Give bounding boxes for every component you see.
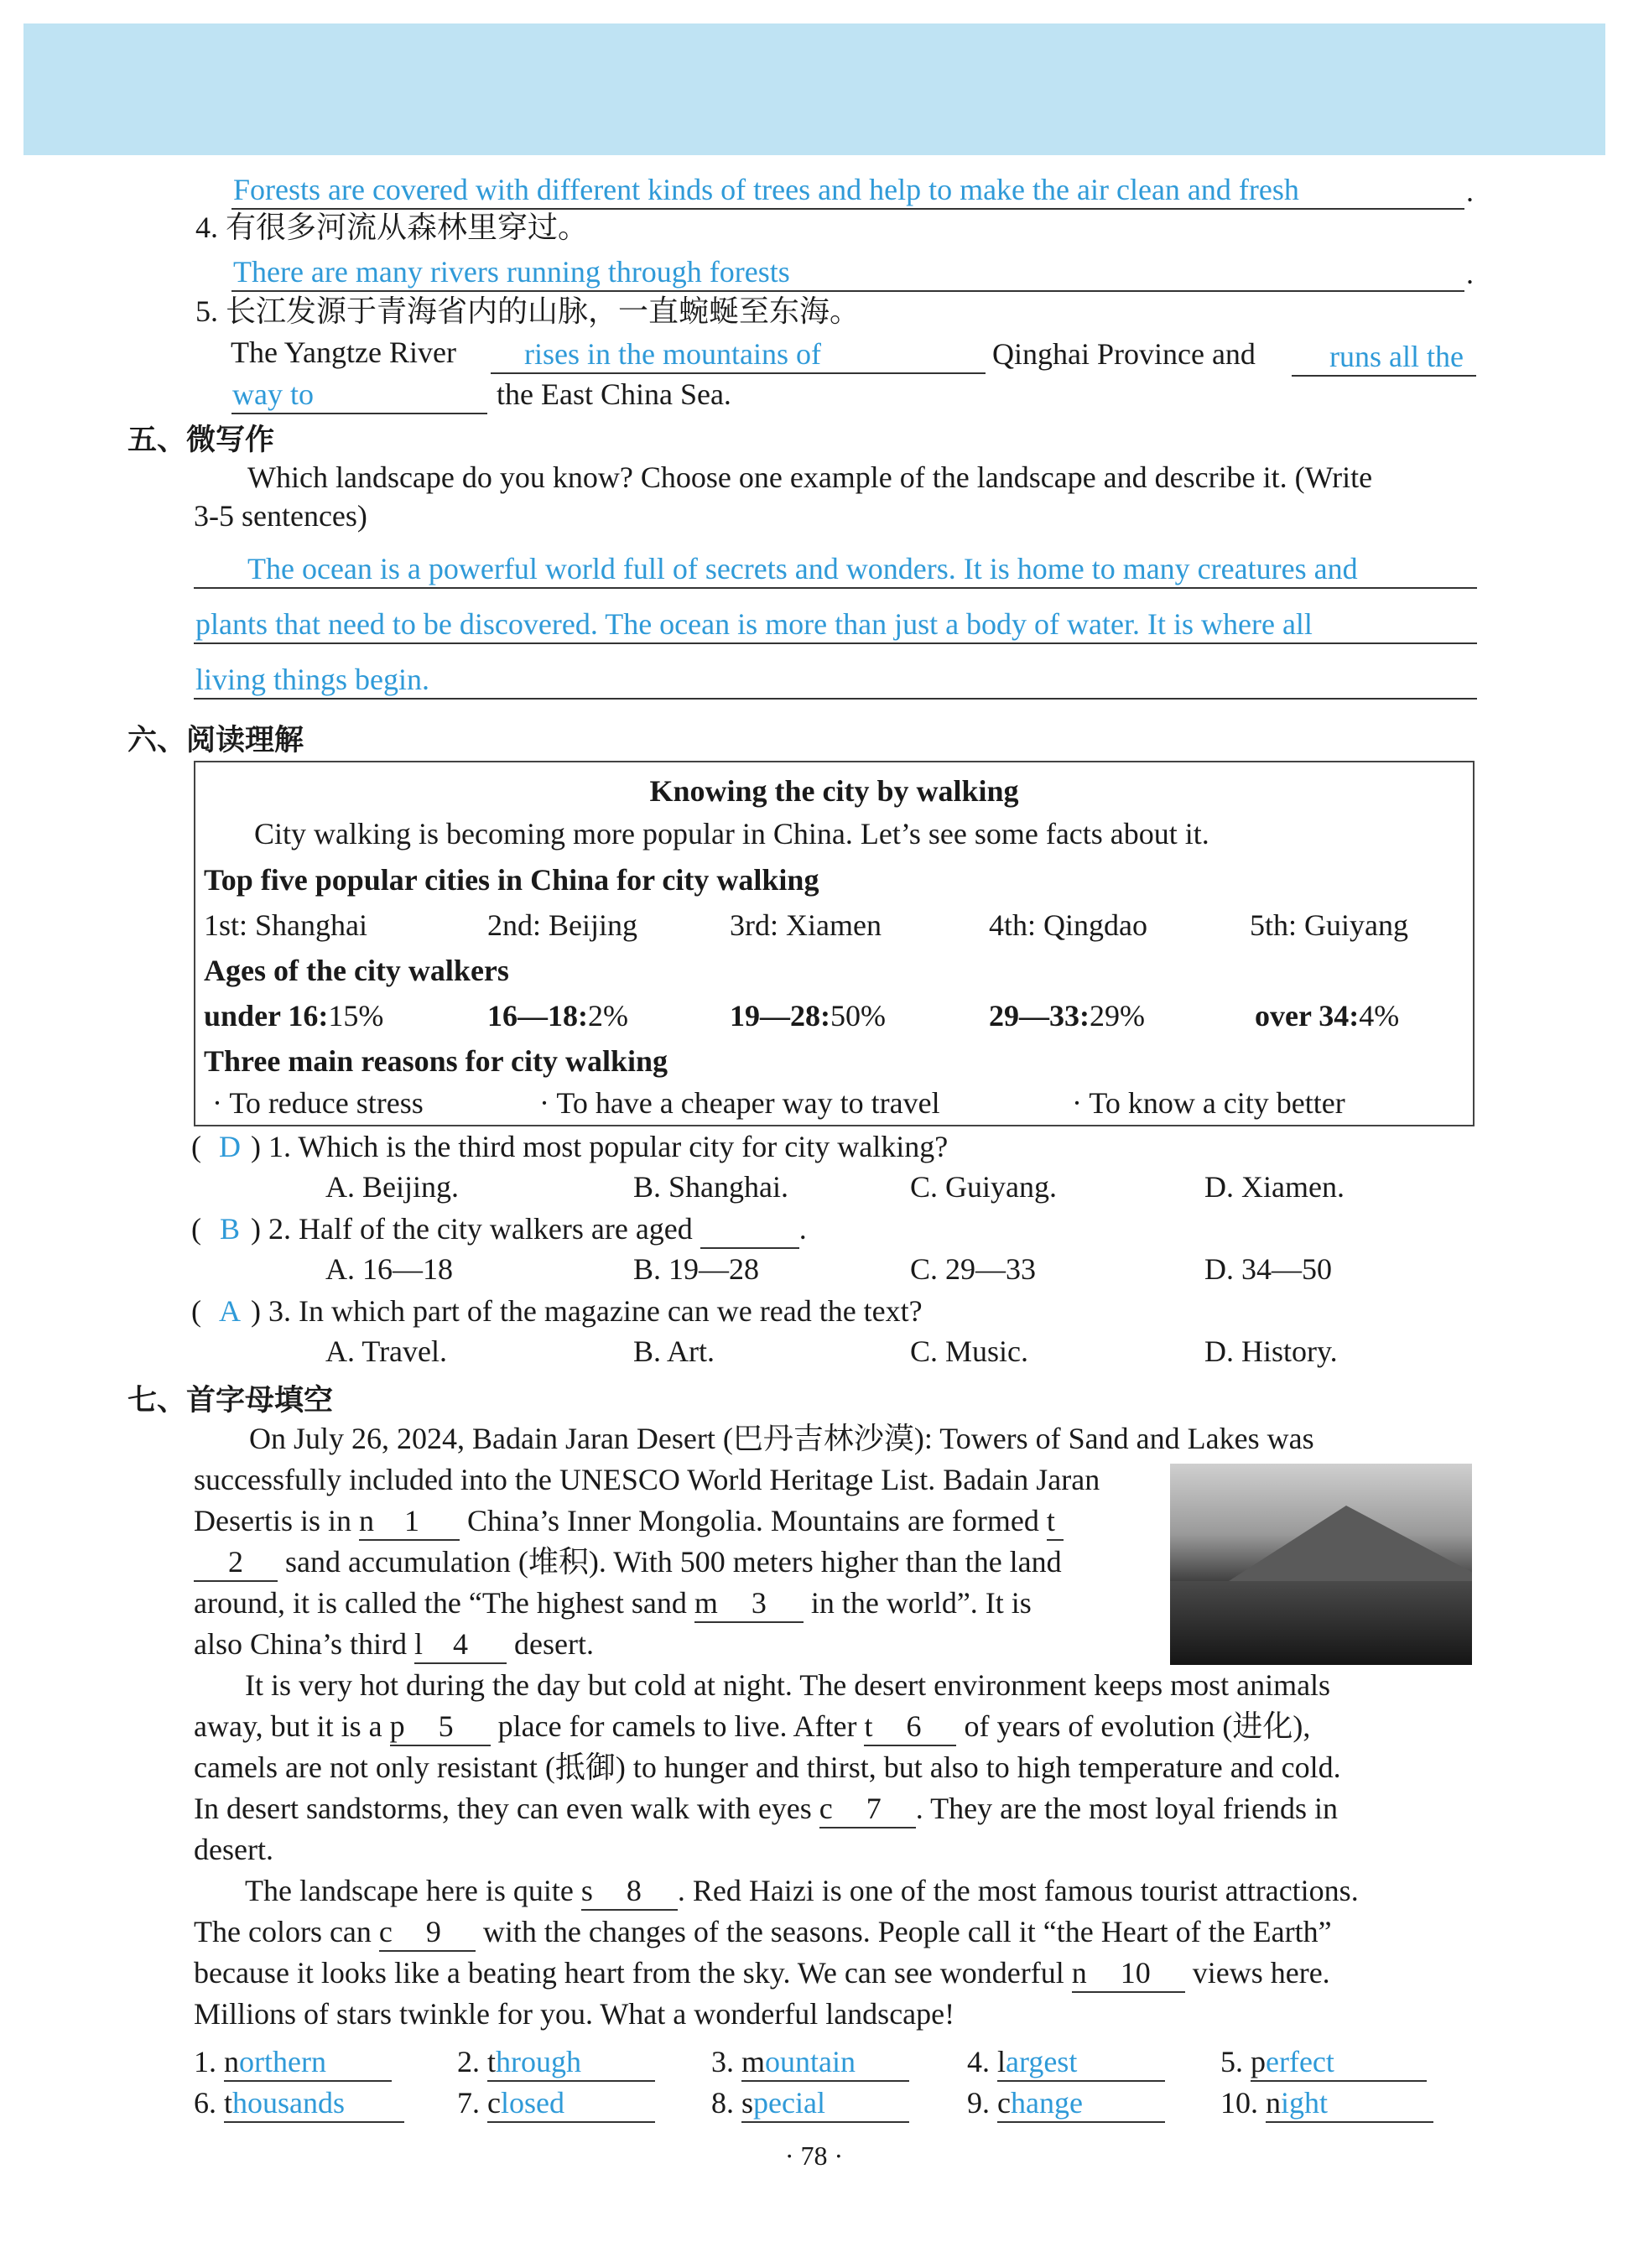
q3-option-d: D. History. — [1204, 1334, 1338, 1368]
q2-option-d: D. 34—50 — [1204, 1252, 1332, 1286]
writing-prompt-2: 3-5 sentences) — [194, 499, 367, 533]
writing-line — [194, 587, 1477, 589]
cloze-line: because it looks like a beating heart from the sky. We can see wonderful n 10 views here. — [194, 1954, 1330, 1993]
passage-intro: City walking is becoming more popular in China. Let’s see some facts about it. — [254, 817, 1209, 850]
question-3: ( A ) 3. In which part of the magazine can we read the text? — [191, 1294, 923, 1328]
cloze-text: successfully included into the UNESCO World Heritage List. Badain Jaran — [194, 1463, 1100, 1496]
cloze-line: around, it is called the “The highest sand m 3 in the world”. It is — [194, 1584, 1032, 1623]
answer-10: 10. night — [1220, 2084, 1433, 2123]
answer-line — [1292, 375, 1476, 377]
q5-answer-b1: runs all the — [1329, 340, 1464, 373]
question-1: ( D ) 1. Which is the third most popular city for city walking? — [191, 1130, 949, 1163]
page-number: · 78 · — [784, 2141, 844, 2171]
writing-prompt-1: Which landscape do you know? Choose one example of the landscape and describe it. (Write — [247, 460, 1373, 494]
city-3: 3rd: Xiamen — [730, 908, 882, 942]
cloze-line: Desertis is in n 1 China’s Inner Mongolia. Mountains are formed t — [194, 1502, 1064, 1541]
q1-option-d: D. Xiamen. — [1204, 1170, 1345, 1204]
cities-heading: Top five popular cities in China for city walking — [204, 863, 819, 897]
q3-answer: Forests are covered with different kinds of trees and help to make the air clean and fresh — [233, 173, 1299, 206]
q3-option-a: A. Travel. — [325, 1334, 448, 1368]
q1-option-b: B. Shanghai. — [633, 1170, 788, 1204]
reading-passage-box — [194, 761, 1475, 1126]
reading-heading: 六、阅读理解 — [127, 724, 304, 757]
answer-9: 9. change — [967, 2084, 1165, 2123]
writing-line — [194, 642, 1477, 644]
age-1: under 16:15% — [204, 999, 384, 1033]
q2-option-c: C. 29—33 — [910, 1252, 1037, 1286]
answer-1: 1. northern — [194, 2043, 392, 2082]
q5-text-b: Qinghai Province and — [992, 337, 1256, 371]
ages-heading: Ages of the city walkers — [204, 954, 509, 987]
age-4: 29—33:29% — [989, 999, 1145, 1033]
age-2: 16—18:2% — [487, 999, 628, 1033]
q1-option-c: C. Guiyang. — [910, 1170, 1057, 1204]
cloze-line: also China’s third l 4 desert. — [194, 1626, 594, 1664]
q5-prompt: 5. 长江发源于青海省内的山脉，一直蜿蜒至东海。 — [195, 294, 861, 328]
cloze-line: away, but it is a p 5 place for camels to live. After t 6 of years of evolution (进化), — [194, 1708, 1310, 1746]
city-4: 4th: Qingdao — [989, 908, 1147, 942]
cloze-line: The colors can c 9 with the changes of the seasons. People call it “the Heart of the Earth” — [194, 1913, 1332, 1952]
q1-option-a: A. Beijing. — [325, 1170, 459, 1204]
writing-heading: 五、微写作 — [127, 424, 275, 457]
cloze-heading: 七、首字母填空 — [127, 1384, 334, 1418]
reasons-heading: Three main reasons for city walking — [204, 1044, 668, 1078]
cloze-text: camels are not only resistant (抵御) to hunger and thirst, but also to high temperature and cold. — [194, 1750, 1341, 1784]
cloze-text: desert. — [194, 1833, 273, 1866]
answer-3: 3. mountain — [711, 2043, 909, 2082]
cloze-text: It is very hot during the day but cold at night. The desert environment keeps most animals — [245, 1668, 1331, 1702]
cloze-line: The landscape here is quite s 8 . Red Haizi is one of the most famous tourist attractions. — [245, 1872, 1359, 1911]
q5-answer-b2: way to — [232, 377, 314, 411]
reason-1: · To reduce stress — [212, 1086, 424, 1120]
cloze-text: Millions of stars twinkle for you. What a wonderful landscape! — [194, 1997, 955, 2031]
answer-7: 7. closed — [457, 2084, 655, 2123]
q2-option-b: B. 19—28 — [633, 1252, 760, 1286]
city-2: 2nd: Beijing — [487, 908, 637, 942]
reason-3: · To know a city better — [1072, 1086, 1345, 1120]
answer-line — [231, 290, 1464, 292]
answer-5: 5. perfect — [1220, 2043, 1427, 2082]
city-5: 5th: Guiyang — [1250, 908, 1408, 942]
writing-line — [194, 698, 1477, 700]
desert-photo — [1170, 1464, 1472, 1665]
cloze-text: On July 26, 2024, Badain Jaran Desert (巴丹吉林沙漠): Towers of Sand and Lakes was — [249, 1422, 1314, 1455]
header-band — [23, 23, 1605, 155]
passage-title: Knowing the city by walking — [649, 774, 1019, 808]
answer-2: 2. through — [457, 2043, 655, 2082]
q4-answer: There are many rivers running through forests — [233, 255, 790, 289]
q5-answer-a: rises in the mountains of — [524, 337, 821, 371]
cloze-line: In desert sandstorms, they can even walk with eyes c 7 . They are the most loyal friends in — [194, 1790, 1338, 1828]
q3-option-b: B. Art. — [633, 1334, 715, 1368]
q3-option-c: C. Music. — [910, 1334, 1029, 1368]
city-1: 1st: Shanghai — [204, 908, 367, 942]
answer-8: 8. special — [711, 2084, 909, 2123]
age-5: over 34:4% — [1255, 999, 1400, 1033]
cloze-line: 2 sand accumulation (堆积). With 500 meters higher than the land — [194, 1543, 1062, 1582]
period: . — [1466, 257, 1474, 290]
answer-line — [491, 372, 986, 374]
q5-text-c: the East China Sea. — [497, 377, 731, 411]
q4-prompt: 4. 有很多河流从森林里穿过。 — [195, 211, 589, 244]
reason-2: · To have a cheaper way to travel — [539, 1086, 940, 1120]
q2-option-a: A. 16—18 — [325, 1252, 453, 1286]
answer-4: 4. largest — [967, 2043, 1165, 2082]
writing-answer-1: The ocean is a powerful world full of secrets and wonders. It is home to many creatures and — [247, 552, 1358, 585]
writing-answer-2: plants that need to be discovered. The ocean is more than just a body of water. It is where all — [195, 607, 1313, 641]
period: . — [1466, 174, 1474, 208]
writing-answer-3: living things begin. — [195, 663, 429, 696]
question-2: ( B ) 2. Half of the city walkers are aged . — [191, 1210, 807, 1249]
answer-line — [231, 413, 487, 414]
age-3: 19—28:50% — [730, 999, 886, 1033]
answer-6: 6. thousands — [194, 2084, 404, 2123]
q5-text-a: The Yangtze River — [231, 336, 456, 369]
